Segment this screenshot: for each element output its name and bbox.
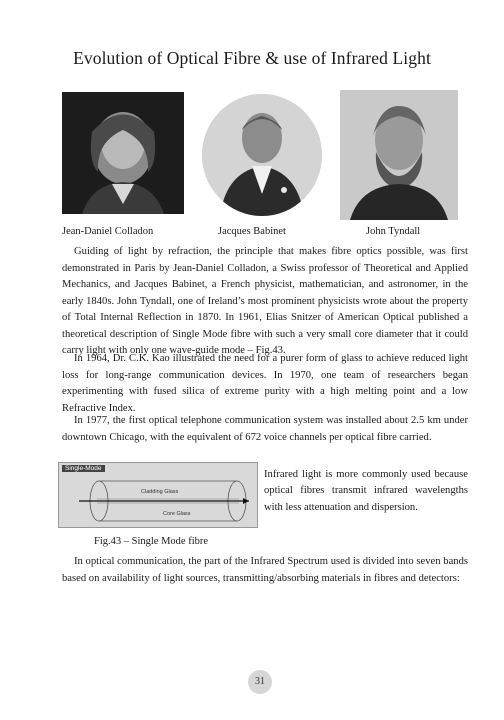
page-number: 31 — [248, 670, 272, 694]
caption-babinet: Jacques Babinet — [218, 226, 286, 237]
portrait-tyndall — [340, 90, 458, 220]
cladding-label: Cladding Glass — [141, 489, 179, 495]
caption-colladon: Jean-Daniel Colladon — [62, 226, 154, 237]
tyndall-image — [340, 90, 458, 220]
paragraph-kao: In 1964, Dr. C.K. Kao illustrated the need for a purer form of glass to achieve reduced light loss for long-range communication devices. In 1970, one team of researchers began experimenting with fused silica of extreme purity with a high melting point and a low Refractive Index. — [62, 353, 468, 414]
figure-caption: Fig.43 – Single Mode fibre — [94, 536, 209, 547]
caption-tyndall: John Tyndall — [366, 226, 421, 237]
core-label: Core Glass — [163, 511, 191, 517]
single-mode-figure — [58, 462, 258, 528]
paragraph-history: Guiding of light by refraction, the principle that makes fibre optics possible, was first demonstrated in Paris by Jean-Daniel Colladon, a Swiss professor of Theoretical and Applied Mechanics, and Jacques Babinet, a French physicist, mathematician, and astronomer, in the early 1840s. John Tyndall, one of Ireland’s most prominent physicists wrote about the property of Total Internal Reflection in 1870. In 1961, Elias Snitzer of American Optical published a theoretical description of Single Mode fibre with such a very small core diameter that it could carry light with only one wave-guide mode – Fig.43. — [62, 246, 468, 356]
paragraph-bands: In optical communication, the part of the Infrared Spectrum used is divided into seven bands based on availability of light sources, transmitting/absorbing materials in fibres and detectors: — [62, 556, 468, 584]
infrared-side-text: Infrared light is more commonly used because optical fibres transmit infrared wavelengths with less attenuation and dispersion. — [264, 469, 468, 513]
single-mode-tag: Single-Mode — [62, 465, 105, 472]
paragraph-chicago: In 1977, the first optical telephone communication system was installed about 2.5 km under downtown Chicago, with the equivalent of 672 voice channels per optical fibre carried. — [62, 415, 468, 443]
portrait-babinet — [202, 94, 322, 216]
portrait-colladon — [62, 92, 184, 214]
fibre-diagram — [59, 463, 257, 527]
page-title: Evolution of Optical Fibre & use of Infrared Light — [73, 48, 431, 68]
colladon-image — [62, 92, 184, 214]
babinet-image — [202, 94, 322, 216]
